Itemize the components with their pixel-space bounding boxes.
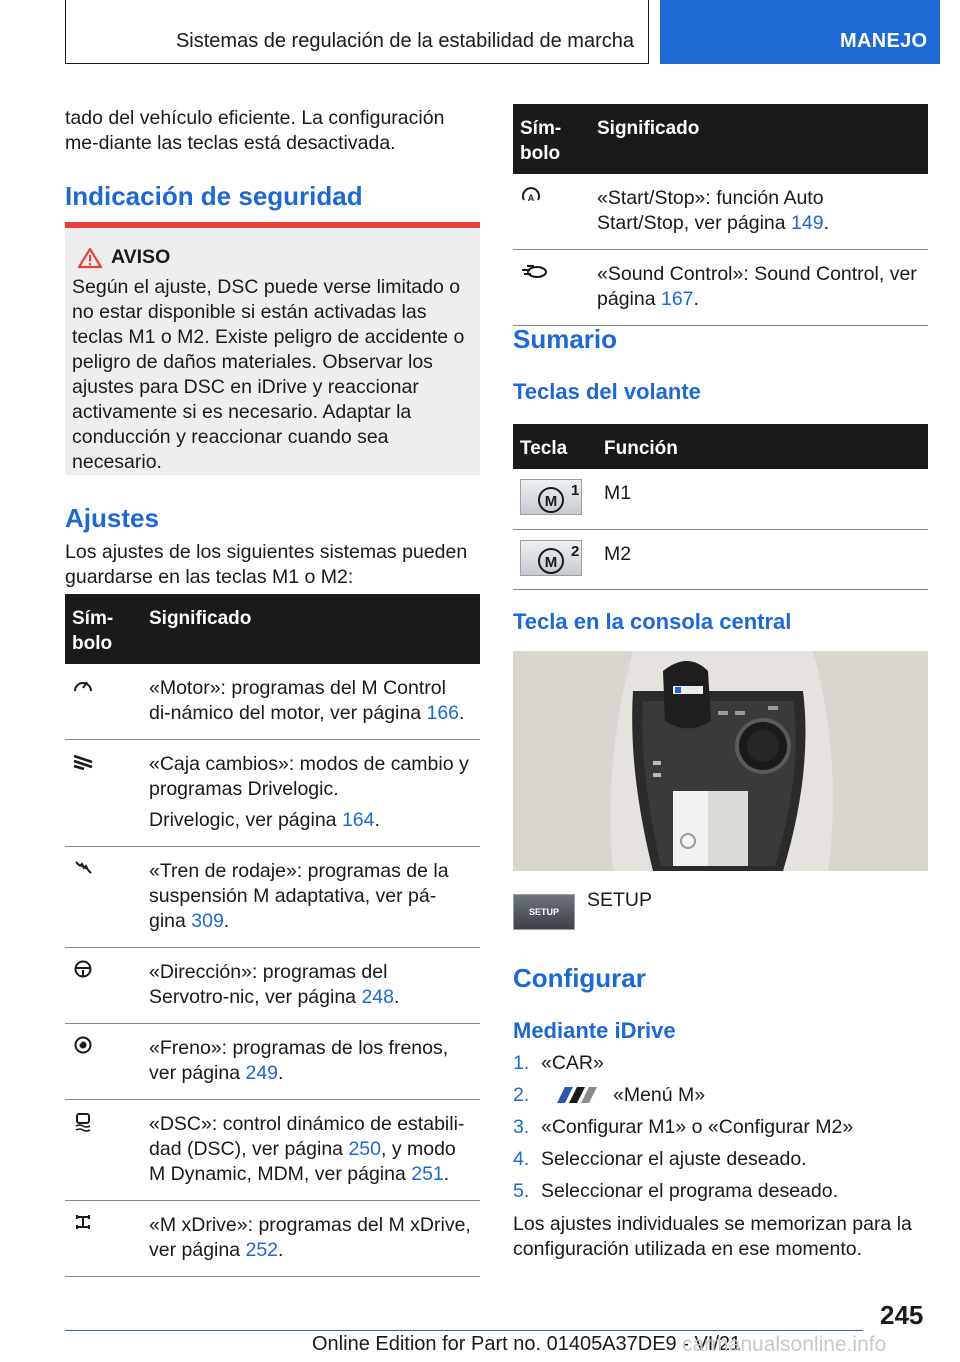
list-item: 4. Seleccionar el ajuste deseado. [513, 1148, 807, 1170]
edition-text: Online Edition for Part no. 01405A37DE9 - VI/21 [312, 1333, 742, 1355]
col-function-header: Función [597, 424, 928, 469]
table-row: «Freno»: programas de los frenos, ver página 249. [65, 1024, 480, 1100]
engine-gauge-icon [72, 676, 135, 694]
symbols-table-left [65, 594, 480, 1277]
m-stripes-icon [551, 1086, 599, 1104]
page-link[interactable]: 252 [245, 1239, 279, 1261]
summary-heading: Sumario [513, 324, 618, 354]
svg-text:2: 2 [571, 542, 580, 560]
steering-wheel-icon [72, 960, 135, 978]
symbols-table-right [513, 104, 928, 326]
xdrive-icon [72, 1213, 135, 1231]
header-box [65, 0, 649, 64]
auto-start-stop-icon [520, 186, 583, 206]
settings-text: Los ajustes de los siguientes sistemas pueden guardarse en las teclas M1 o M2: [65, 541, 468, 588]
page-link[interactable]: 167 [660, 288, 694, 310]
page-link[interactable]: 149 [791, 212, 824, 234]
col-meaning-header: Significado [142, 594, 480, 664]
list-item: 5. Seleccionar el programa deseado. [513, 1180, 839, 1202]
configure-heading: Configurar [513, 963, 646, 993]
svg-text:M: M [544, 493, 558, 510]
table-row: «Dirección»: programas del Servotro-nic, ver página 248. [65, 948, 480, 1024]
table-row: «Sound Control»: Sound Control, ver página 167. [513, 250, 928, 326]
safety-heading: Indicación de seguridad [65, 181, 363, 211]
list-item: 3. «Configurar M1» o «Configurar M2» [513, 1116, 854, 1138]
section-title: Sistemas de regulación de la estabilidad de marcha [175, 30, 634, 52]
closing-text: Los ajustes individuales se memorizan para la configuración utilizada en ese momento. [513, 1213, 912, 1260]
steps-list [513, 1047, 928, 1207]
page-link[interactable]: 250 [348, 1138, 381, 1160]
table-row: «M xDrive»: programas del M xDrive, ver página 252. [65, 1201, 480, 1277]
col-symbol-header: Sím-bolo [513, 104, 590, 174]
list-item: 2. «Menú M» [513, 1084, 706, 1106]
list-item: 1. «CAR» [513, 1052, 604, 1074]
table-row: «Tren de rodaje»: programas de la suspensión M adaptativa, ver pá-gina 309. [65, 847, 480, 948]
col-symbol-header: Sím-bolo [65, 594, 142, 664]
m2-button-image [520, 540, 582, 576]
dsc-icon [72, 1112, 135, 1132]
svg-text:A: A [527, 193, 535, 203]
page-link[interactable]: 249 [245, 1062, 279, 1084]
table-row: «DSC»: control dinámico de estabili-dad (DSC), ver página 250, y modo M Dynamic, MDM, ver página 251. [65, 1100, 480, 1201]
warning-text: Según el ajuste, DSC puede verse limitado o no estar disponible si están activadas las teclas M1 o M2. Existe peligro de accidente o peligro de daños materiales. Observar los ajustes para DSC en iDrive y reaccionar activamente si es necesario. Adaptar la conducción y reaccionar cuando sea necesario. [72, 276, 465, 473]
intro-paragraph: tado del vehículo eficiente. La configuración me-diante las teclas está desactivada. [65, 107, 445, 154]
chapter-tab-label: MANEJO [840, 30, 928, 52]
table-row [513, 469, 928, 529]
page-link[interactable]: 166 [426, 702, 460, 724]
page-link[interactable]: 251 [411, 1163, 444, 1185]
wheel-keys-heading: Teclas del volante [513, 379, 701, 404]
gearbox-icon [72, 752, 135, 770]
table-row [513, 529, 928, 589]
warning-triangle-icon [77, 247, 103, 269]
key-function: M2 [597, 529, 928, 589]
m1-button-image [520, 479, 582, 515]
setup-button-image: SETUP [513, 894, 575, 930]
page-link[interactable]: 164 [341, 809, 375, 831]
console-heading: Tecla en la consola central [513, 609, 792, 634]
setup-label: SETUP [587, 889, 653, 911]
brake-icon [72, 1036, 135, 1054]
svg-text:1: 1 [571, 482, 580, 499]
page-link[interactable]: 309 [191, 910, 224, 932]
col-meaning-header: Significado [590, 104, 928, 174]
suspension-icon [72, 859, 135, 877]
settings-heading: Ajustes [65, 503, 159, 533]
footer-divider [65, 1330, 863, 1331]
table-row: «Motor»: programas del M Control di-námico del motor, ver página 166. [65, 664, 480, 740]
sound-control-icon [520, 262, 583, 280]
keys-table [513, 424, 928, 590]
page-number: 245 [880, 1300, 924, 1330]
table-row: «Caja cambios»: modos de cambio y programas Drivelogic. Drivelogic, ver página 164. [65, 740, 480, 847]
watermark: carmanualsonline.info [682, 1333, 887, 1356]
page-link[interactable]: 248 [361, 986, 394, 1008]
warning-label: AVISO [111, 246, 171, 268]
center-console-photo [513, 651, 928, 871]
col-key-header: Tecla [513, 424, 597, 469]
svg-text:M: M [544, 553, 558, 571]
chapter-tab[interactable] [660, 0, 940, 64]
idrive-heading: Mediante iDrive [513, 1018, 676, 1043]
warning-box [65, 222, 480, 475]
table-row: A «Start/Stop»: función Auto Start/Stop, ver página 149. [513, 174, 928, 250]
key-function: M1 [597, 469, 928, 529]
